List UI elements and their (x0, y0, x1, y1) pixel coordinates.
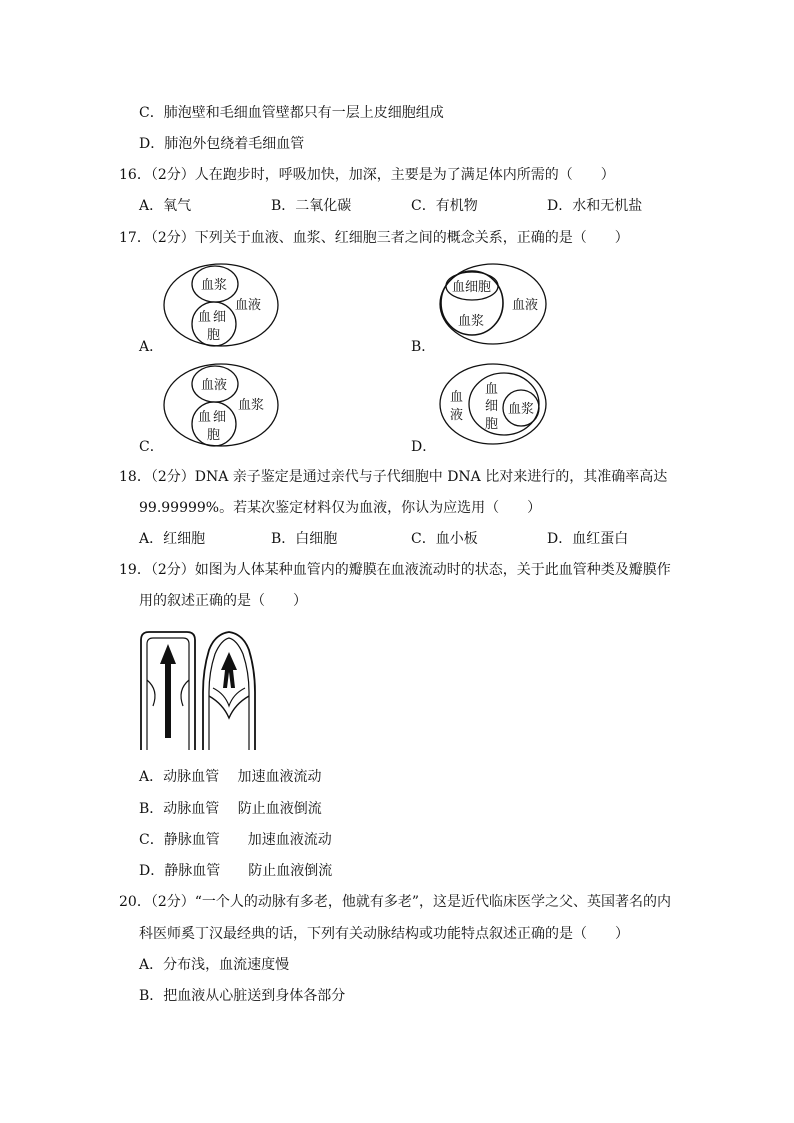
q17-diagram-a (162, 262, 280, 348)
q17-diagram-c (162, 362, 280, 448)
q20-stem-line2: 科医师奚丁汉最经典的话，下列有关动脉结构或功能特点叙述正确的是（ ） (139, 926, 629, 942)
q17c-plasma-label: 血浆 (238, 398, 265, 413)
vessel-open-valve (141, 632, 195, 750)
q17-option-b-label: B． (411, 339, 436, 355)
q19-stem-line1: 19．（2分）如图为人体某种血管内的瓣膜在血液流动时的状态，关于此血管种类及瓣膜作 (119, 562, 671, 578)
q17a-blood-label: 血液 (235, 298, 262, 313)
q17-diagram-b (438, 262, 550, 348)
q17d-cell-label-3: 胞 (485, 417, 499, 432)
q19-option-c: C．静脉血管 加速血液流动 (139, 832, 332, 848)
q17-stem: 17．（2分）下列关于血液、血浆、红细胞三者之间的概念关系，正确的是（ ） (119, 230, 629, 246)
q18-option-c: C．血小板 (411, 531, 478, 547)
q17d-blood-label-1: 血 (450, 390, 464, 405)
q17-option-d-label: D． (411, 439, 437, 455)
q18-option-a: A．红细胞 (139, 531, 206, 547)
vein-valve-figure (137, 630, 267, 752)
q20-option-a: A．分布浅，血流速度慢 (139, 957, 290, 973)
q20-option-b: B．把血液从心脏送到身体各部分 (139, 988, 346, 1004)
q18-option-b: B．白细胞 (271, 531, 338, 547)
q20-stem-line1: 20．（2分）“一个人的动脉有多老，他就有多老”，这是近代临床医学之父、英国著名的内 (119, 894, 672, 910)
q19-option-a: A．动脉血管 加速血液流动 (139, 769, 322, 785)
q17-option-c-label: C． (139, 439, 164, 455)
q17a-cell-label-3: 胞 (207, 328, 221, 343)
q19-stem-line2: 用的叙述正确的是（ ） (139, 593, 307, 609)
q18-option-d: D．血红蛋白 (547, 531, 629, 547)
q17-option-a-label: A． (139, 339, 164, 355)
q17d-plasma-label: 血浆 (508, 402, 535, 417)
upward-flow-arrow-icon (160, 644, 176, 738)
q16-option-a: A．氧气 (139, 198, 192, 214)
q17c-cell-label-1: 血 (198, 410, 212, 425)
q17c-cell-label-2: 细 (213, 410, 227, 425)
q19-option-d: D．静脉血管 防止血液倒流 (139, 863, 333, 879)
q16-stem: 16．（2分）人在跑步时，呼吸加快，加深，主要是为了满足体内所需的（ ） (119, 167, 615, 183)
q18-stem-line1: 18．（2分）DNA 亲子鉴定是通过亲代与子代细胞中 DNA 比对来进行的，其准确率高达 (119, 469, 668, 485)
vessel-closed-valve (203, 632, 255, 750)
q16-option-b: B．二氧化碳 (271, 198, 352, 214)
q17b-cell-label: 血细胞 (452, 280, 492, 295)
q17d-cell-label-1: 血 (485, 382, 499, 397)
blocked-flow-arrow-icon (221, 652, 237, 688)
q19-option-b: B．动脉血管 防止血液倒流 (139, 801, 322, 817)
q18-stem-line2: 99.99999%。若某次鉴定材料仅为血液，你认为应选用（ ） (139, 500, 542, 516)
q17c-blood-label: 血液 (201, 378, 228, 393)
q17b-blood-label: 血液 (512, 298, 539, 313)
q15-option-c: C．肺泡壁和毛细血管壁都只有一层上皮细胞组成 (139, 105, 444, 121)
q17a-cell-label-2: 细 (213, 310, 227, 325)
q17-diagram-d (438, 362, 550, 448)
q16-option-d: D．水和无机盐 (547, 198, 643, 214)
q17b-plasma-label: 血浆 (458, 314, 485, 329)
q16-option-c: C．有机物 (411, 198, 478, 214)
q17d-blood-label-2: 液 (450, 408, 464, 423)
q17d-cell-label-2: 细 (485, 399, 499, 414)
q17a-plasma-label: 血浆 (201, 278, 228, 293)
q17a-cell-label-1: 血 (198, 310, 212, 325)
q15-option-d: D．肺泡外包绕着毛细血管 (139, 136, 305, 152)
q17c-cell-label-3: 胞 (207, 428, 221, 443)
